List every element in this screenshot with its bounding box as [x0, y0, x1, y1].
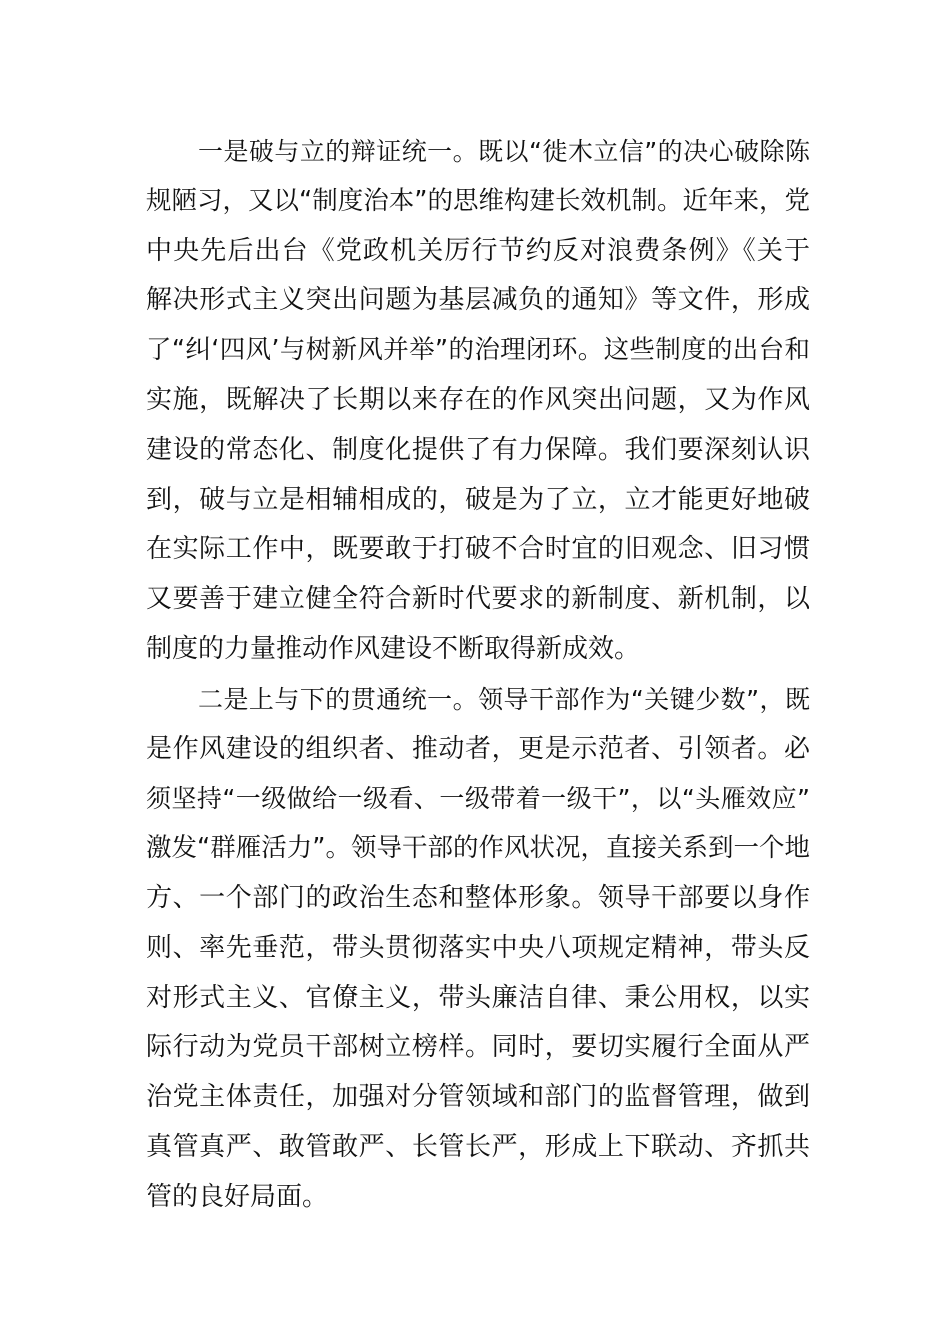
text-line: 建设的常态化、制度化提供了有力保障。我们要深刻认识: [146, 434, 810, 465]
text-line: 方、一个部门的政治生态和整体形象。领导干部要以身作: [146, 882, 810, 913]
text-line: 解决形式主义突出问题为基层减负的通知》等文件，形成: [146, 285, 810, 316]
paragraph-1: [146, 127, 810, 675]
text-line: 际行动为党员干部树立榜样。同时，要切实履行全面从严: [146, 1032, 810, 1063]
text-line: 规陋习，又以“制度治本”的思维构建长效机制。近年来，党: [146, 185, 810, 216]
text-line: 管的良好局面。: [146, 1181, 329, 1212]
text-line: 到，破与立是相辅相成的，破是为了立，立才能更好地破: [146, 484, 810, 515]
text-line: 一是破与立的辩证统一。既以“徙木立信”的决心破除陈: [198, 137, 810, 166]
document-body: [146, 127, 810, 1223]
text-line: 则、率先垂范，带头贯彻落实中央八项规定精神，带头反: [146, 932, 810, 963]
text-line: 又要善于建立健全符合新时代要求的新制度、新机制，以: [146, 584, 810, 615]
text-line: 对形式主义、官僚主义，带头廉洁自律、秉公用权，以实: [146, 982, 810, 1013]
text-line: 了“纠‘四风’与树新风并举”的治理闭环。这些制度的出台和: [146, 335, 810, 366]
text-line: 真管真严、敢管敢严、长管长严，形成上下联动、齐抓共: [146, 1131, 810, 1162]
paragraph-2: [146, 675, 810, 1223]
text-line: 在实际工作中，既要敢于打破不合时宜的旧观念、旧习惯: [146, 534, 810, 565]
text-line: 中央先后出台《党政机关厉行节约反对浪费条例》《关于: [146, 235, 810, 266]
text-line: 制度的力量推动作风建设不断取得新成效。: [146, 633, 641, 664]
text-line: 须坚持“一级做给一级看、一级带着一级干”，以“头雁效应”: [146, 784, 810, 814]
text-line: 治党主体责任，加强对分管领域和部门的监督管理，做到: [146, 1082, 810, 1113]
text-line: 实施，既解决了长期以来存在的作风突出问题，又为作风: [146, 384, 810, 415]
text-line: 二是上与下的贯通统一。领导干部作为“关键少数”，既: [198, 684, 810, 714]
text-line: 是作风建设的组织者、推动者，更是示范者、引领者。必: [146, 733, 810, 764]
text-line: 激发“群雁活力”。领导干部的作风状况，直接关系到一个地: [146, 833, 810, 864]
